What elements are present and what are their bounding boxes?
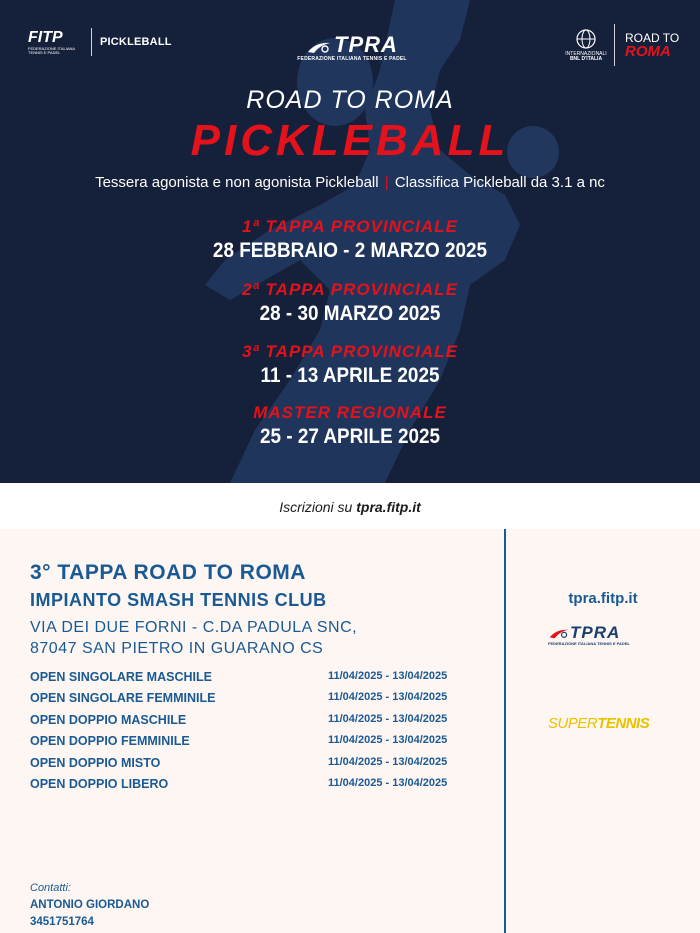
- address-line-1: VIA DEI DUE FORNI - C.DA PADULA SNC,: [30, 619, 358, 636]
- tpra-logo-word: TPRA: [334, 32, 398, 57]
- stage-label: MASTER REGIONALE: [253, 403, 447, 422]
- tessera-separator: |: [384, 174, 389, 191]
- supertennis-super: SUPER: [548, 715, 598, 732]
- fitp-logo: [28, 28, 172, 56]
- tpra-swoosh-icon: [548, 627, 570, 641]
- stage-label: 2ª TAPPA PROVINCIALE: [242, 280, 458, 299]
- stage-1: [0, 217, 700, 263]
- tappa-title: 3° TAPPA ROAD TO ROMA: [30, 561, 306, 584]
- supertennis-logo: [548, 715, 649, 732]
- events-list: [30, 670, 490, 798]
- supertennis-tennis: TENNIS: [597, 715, 650, 732]
- internazionali-line1: INTERNAZIONALI: [565, 51, 607, 57]
- stage-date: 28 - 30 MARZO 2025: [259, 302, 441, 325]
- contacts-block: [30, 880, 149, 931]
- fitp-logo-sub: FEDERAZIONE ITALIANA TENNIS E PADEL: [28, 46, 75, 55]
- sidebar-url-link[interactable]: tpra.fitp.it: [568, 590, 638, 607]
- roma-label: ROMA: [625, 43, 671, 60]
- sidebar-tpra-logo: [548, 623, 648, 646]
- list-item: [30, 691, 490, 712]
- stage-3: [0, 342, 700, 388]
- sidebar-tpra-sub: FEDERAZIONE ITALIANA TENNIS E PADEL: [548, 641, 630, 646]
- contact-name: ANTONIO GIORDANO: [30, 899, 150, 911]
- event-name: OPEN SINGOLARE MASCHILE: [30, 670, 212, 684]
- tpra-logo-sub: FEDERAZIONE ITALIANA TENNIS E PADEL: [297, 56, 407, 62]
- globe-icon: [575, 28, 597, 50]
- iscrizioni-prefix: Iscrizioni su: [279, 499, 353, 515]
- road-to-roma-logo: [625, 31, 679, 59]
- list-item: [30, 670, 490, 691]
- stage-master: [0, 403, 700, 449]
- sidebar-tpra-word: TPRA: [570, 623, 621, 642]
- pickleball-label: PICKLEBALL: [100, 36, 172, 48]
- stage-2: [0, 280, 700, 326]
- event-dates: 11/04/2025 - 13/04/2025: [328, 712, 448, 725]
- iscrizioni-link[interactable]: tpra.fitp.it: [356, 499, 421, 515]
- logo-divider: [91, 28, 92, 56]
- details-section: [0, 529, 700, 933]
- tpra-swoosh-icon: [306, 40, 332, 56]
- list-item: [30, 713, 490, 734]
- iscrizioni-band: [0, 483, 700, 529]
- internazionali-line2: BNL D'ITALIA: [569, 56, 603, 62]
- stage-date: 11 - 13 APRILE 2025: [260, 364, 440, 387]
- event-name: OPEN DOPPIO FEMMINILE: [30, 734, 190, 749]
- tessera-right: Classifica Pickleball da 3.1 a nc: [394, 174, 605, 191]
- tessera-line: [0, 174, 700, 191]
- stage-date: 25 - 27 APRILE 2025: [260, 425, 440, 448]
- event-name: OPEN DOPPIO MASCHILE: [30, 712, 187, 727]
- event-dates: 11/04/2025 - 13/04/2025: [328, 734, 448, 747]
- stage-label: 1ª TAPPA PROVINCIALE: [242, 217, 458, 236]
- stage-date: 28 FEBBRAIO - 2 MARZO 2025: [212, 239, 488, 262]
- internazionali-road-to-roma-logo: [564, 24, 679, 66]
- event-dates: 11/04/2025 - 13/04/2025: [328, 691, 448, 704]
- pickleball-title: PICKLEBALL: [190, 116, 510, 165]
- tpra-logo: [292, 32, 412, 62]
- list-item: [30, 756, 490, 777]
- contacts-label: Contatti:: [30, 882, 71, 894]
- event-dates: 11/04/2025 - 13/04/2025: [328, 755, 448, 768]
- contact-phone[interactable]: 3451751764: [30, 916, 94, 928]
- road-to-label: ROAD TO: [625, 31, 680, 45]
- logo-divider-right: [614, 24, 615, 66]
- event-dates: 11/04/2025 - 13/04/2025: [328, 670, 448, 682]
- road-to-roma-title: ROAD TO ROMA: [246, 86, 454, 114]
- stage-label: 3ª TAPPA PROVINCIALE: [242, 342, 458, 361]
- list-item: [30, 734, 490, 755]
- event-dates: 11/04/2025 - 13/04/2025: [328, 776, 448, 789]
- internazionali-logo: [564, 28, 608, 62]
- event-name: OPEN SINGOLARE FEMMINILE: [30, 691, 216, 706]
- list-item: [30, 777, 490, 798]
- address-line-2: 87047 SAN PIETRO IN GUARANO CS: [30, 640, 324, 657]
- venue-name: IMPIANTO SMASH TENNIS CLUB: [30, 590, 327, 610]
- event-name: OPEN DOPPIO MISTO: [30, 755, 161, 770]
- fitp-logo-mark: FITP: [28, 29, 63, 46]
- tessera-left: Tessera agonista e non agonista Pickleball: [95, 174, 379, 191]
- event-name: OPEN DOPPIO LIBERO: [30, 776, 169, 791]
